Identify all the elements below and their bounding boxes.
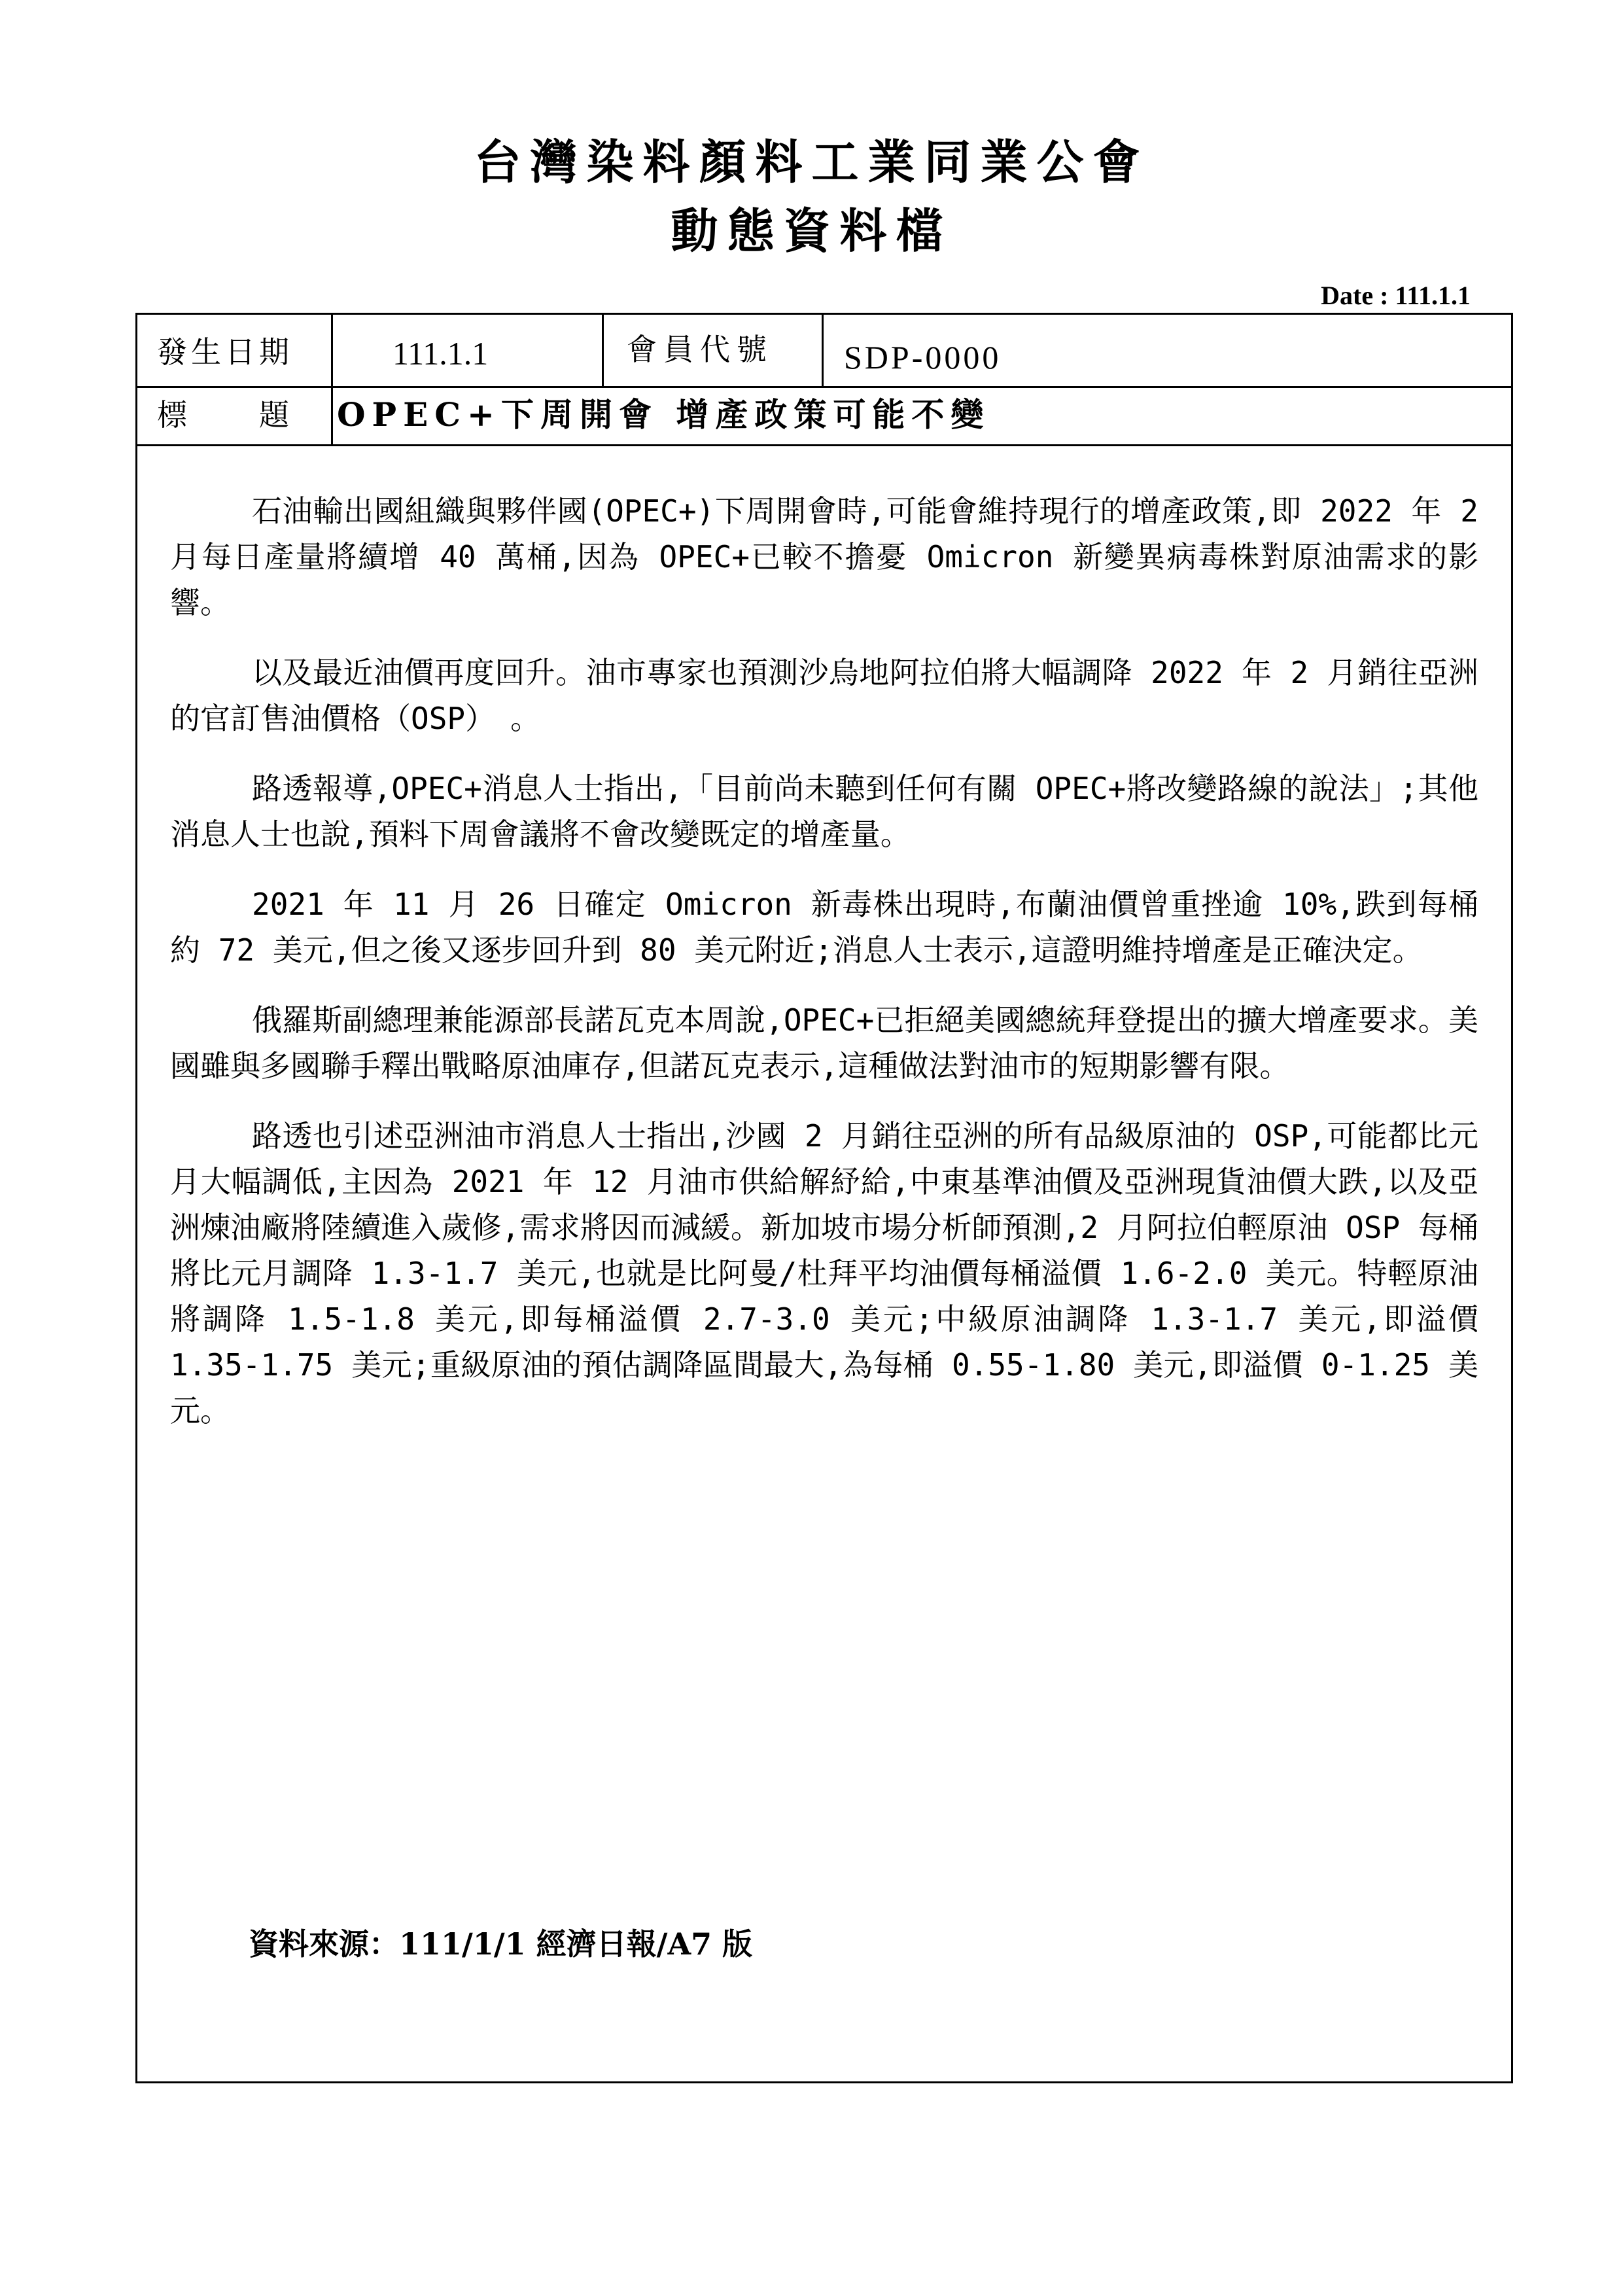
row-divider [137,386,1511,388]
paragraph: 石油輸出國組織與夥伴國(OPEC+)下周開會時,可能會維持現行的增產政策,即 2022 年 2 月每日產量將續增 40 萬桶,因為 OPEC+已較不擔憂 Omicron 新變異病毒株對原油需求的影響。 [170,493,1478,620]
column-divider [602,315,604,386]
paragraph: 路透也引述亞洲油市消息人士指出,沙國 2 月銷往亞洲的所有品級原油的 OSP,可能都比元月大幅調低,主因為 2021 年 12 月油市供給解紓給,中東基準油價及亞洲現貨油價大跌,以及亞洲煉油廠將陸續進入歲修,需求將因而減緩。新加坡市場分析師預測,2 月阿拉伯輕原油 OSP 每桶將比元月調降 1.3-1.7 美元,也就是比阿曼/杜拜平均油價每桶溢價 1.6-2.0 美元。特輕原油將調降 1.5-1.8 美元,即每桶溢價 2.7-3.0 美元;中級原油調降 1.3-1.7 美元,即溢價 1.35-1.75 美元;重級原油的預估調降區間最大,為每桶 0.55-1.80 美元,即溢價 0-1.25 美元。 [170,1118,1479,1428]
paragraph: 2021 年 11 月 26 日確定 Omicron 新毒株出現時,布蘭油價曾重挫逾 10%,跌到每桶約 72 美元,但之後又逐步回升到 80 美元附近;消息人士表示,這證明維持增產是正確決定。 [170,887,1478,968]
date-label: 發生日期 [157,334,293,370]
paragraph: 路透報導,OPEC+消息人士指出,「目前尚未聽到任何有關 OPEC+將改變路線的說法」;其他消息人士也說,預料下周會議將不會改變既定的增產量。 [170,771,1478,852]
article-body [170,488,1478,1458]
subject-label: 標 題 [157,397,293,433]
member-value: SDP-0000 [844,339,1002,376]
paragraph: 以及最近油價再度回升。油市專家也預測沙烏地阿拉伯將大幅調降 2022 年 2 月銷往亞洲的官訂售油價格（OSP） 。 [170,655,1478,736]
document-frame [135,313,1513,2083]
doc-type-title: 動態資料檔 [671,203,952,258]
date-value: 111.1.1 [393,335,489,372]
column-divider [822,315,824,386]
column-divider [331,315,333,444]
member-label: 會員代號 [627,332,773,367]
row-divider [137,444,1511,446]
source-note: 資料來源：111/1/1 經濟日報/A7 版 [249,1926,753,1962]
subject-value: OPEC+下周開會 增產政策可能不變 [337,395,990,434]
org-title: 台灣染料顏料工業同業公會 [474,134,1149,190]
paragraph: 俄羅斯副總理兼能源部長諾瓦克本周說,OPEC+已拒絕美國總統拜登提出的擴大增產要求。美國雖與多國聯手釋出戰略原油庫存,但諾瓦克表示,這種做法對油市的短期影響有限。 [170,1002,1478,1084]
document-date: Date : 111.1.1 [1321,281,1471,310]
